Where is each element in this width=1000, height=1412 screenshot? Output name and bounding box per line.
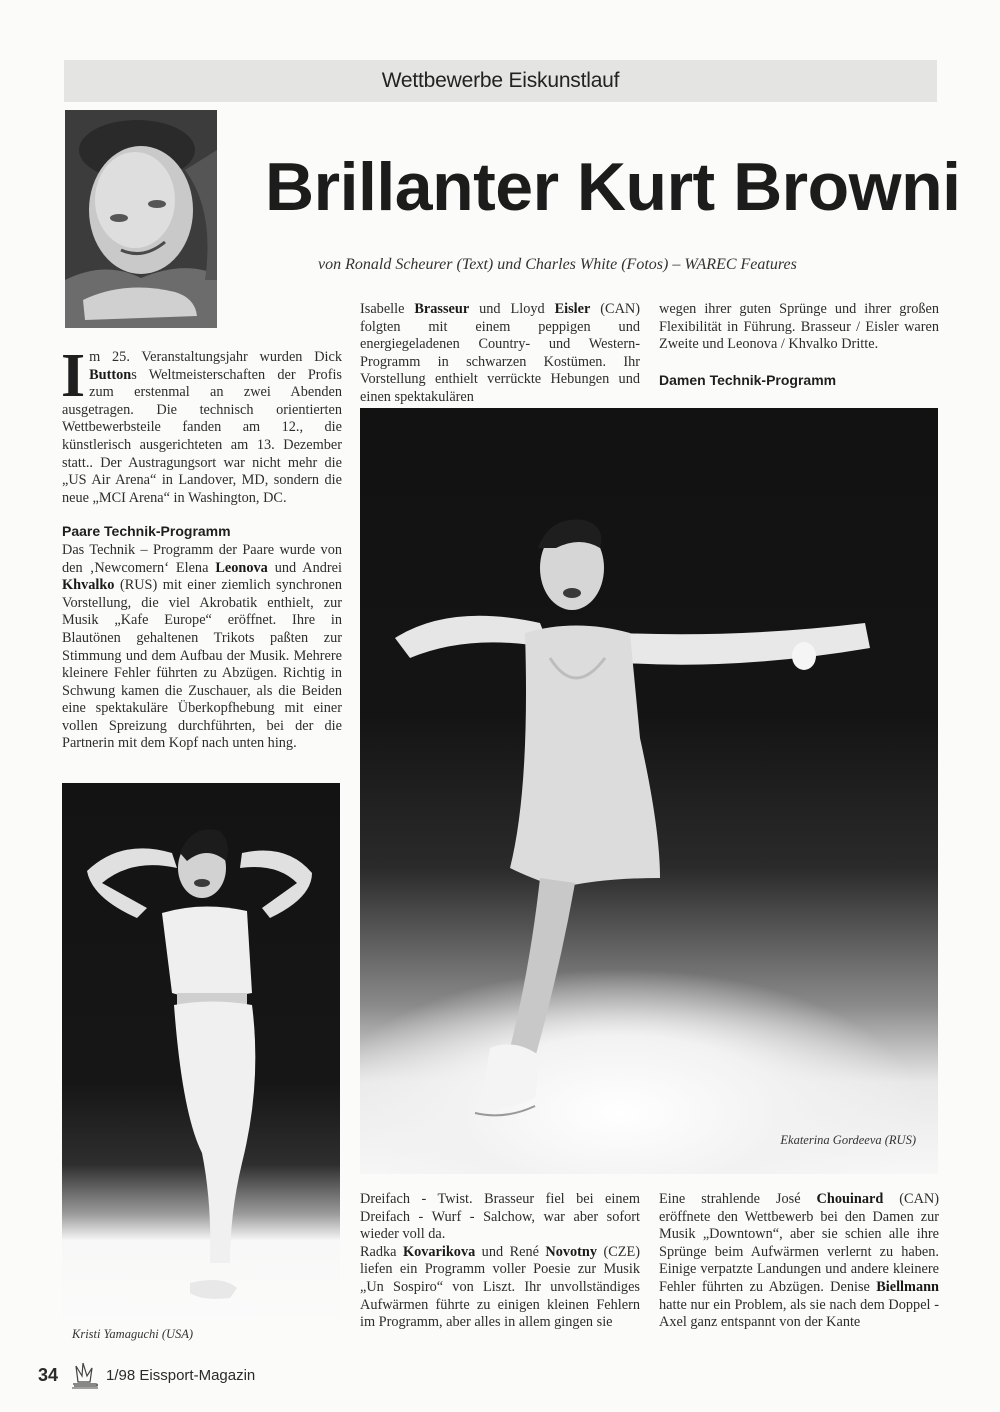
- text-span: Eine strahlende José: [659, 1191, 817, 1207]
- article-headline: Brillanter Kurt Browni: [265, 149, 961, 225]
- name-bold: Brasseur: [414, 301, 470, 317]
- text-span: (RUS) mit einer ziemlich synchronen Vorstellung, die viel Akrobatik enthielt, zur Musik „Kafe Europe“ eröffnet. Ihre in Blautönen gehaltenen Trikots paßten zur Stimmung und dem Aufbau der Musik. Mehrere kleinere Fehler führten zu Abzügen. Richtig in Schwung kamen die Zuschauer, als die Beiden eine spektakuläre Überkopfhebung mit einer vollen Spreizung durchführten, bei der die Partnerin mit dem Kopf nach unten hing.: [62, 577, 342, 752]
- text-span: (CAN) folgten mit einem peppigen und energiegeladenen Country- und Western- Programm in schwarzen Kostümen. Ihr Vorstellung enthielt verrückte Hebungen und einen spektakulären: [360, 301, 640, 405]
- text-span: s Weltmeisterschaften der Profis zum erstenmal an zwei Abenden ausgetragen. Die technisch orientierten Wettbewerbsteile fanden am 12., die künstlerisch ausgerichteten am 13. Dezember statt.. Der Austragungsort war nicht mehr die „US Air Arena“ in Landover, MD, sondern die neue „MCI Arena“ in Washington, DC.: [62, 366, 342, 506]
- brasseur-paragraph: [360, 301, 640, 407]
- text-span: hatte nur ein Problem, als sie nach dem Doppel - Axel ganz entspannt von der Kante: [659, 1296, 939, 1331]
- name-bold: Leonova: [215, 559, 268, 576]
- pairs-paragraph: [62, 542, 342, 753]
- name-bold: Eisler: [554, 301, 591, 317]
- text-span: m 25. Veranstaltungsjahr wurden Dick: [89, 349, 342, 365]
- standings-paragraph: wegen ihrer guten Sprünge und ihrer großen Flexibilität in Führung. Brasseur / Eisler waren Zweite und Leonova / Khvalko Dritte.: [659, 301, 939, 353]
- yamaguchi-photo: [62, 783, 340, 1328]
- name-bold: Novotny: [545, 1243, 598, 1260]
- skater-logo-icon: [68, 1360, 102, 1390]
- name-bold: Biellmann: [876, 1278, 939, 1295]
- text-span: Radka: [360, 1243, 403, 1260]
- name-bold: Button: [89, 366, 132, 383]
- name-bold: Chouinard: [816, 1191, 884, 1207]
- twist-paragraph: Dreifach - Twist. Brasseur fiel bei einem Dreifach - Wurf - Salchow, war aber sofort wieder voll da.: [360, 1191, 640, 1243]
- portrait-illustration: [65, 110, 217, 328]
- kovarikova-paragraph: [360, 1244, 640, 1332]
- text-span: und Lloyd: [469, 301, 555, 317]
- subheading-pairs: Paare Technik-Programm: [62, 523, 231, 540]
- text-span: Das Technik – Programm der Paare wurde von den ‚Newcomern‘ Elena: [62, 541, 342, 576]
- drop-cap: I: [61, 342, 86, 410]
- section-header-bar: [64, 60, 937, 102]
- photo-caption: Ekaterina Gordeeva (RUS): [780, 1133, 916, 1147]
- middle-column-top: [360, 301, 640, 407]
- name-bold: Khvalko: [62, 577, 115, 594]
- name-bold: Kovarikova: [402, 1243, 476, 1260]
- chouinard-paragraph: [659, 1191, 939, 1332]
- text-span: und Andrei: [267, 559, 342, 576]
- text-span: Isabelle: [360, 301, 415, 317]
- gordeeva-illustration: [360, 408, 938, 1174]
- page-footer: [38, 1360, 255, 1390]
- photo-caption: Kristi Yamaguchi (USA): [72, 1327, 194, 1341]
- text-span: und René: [475, 1243, 546, 1260]
- left-column: [61, 342, 342, 753]
- text-span: (CZE) liefen ein Programm voller Poesie zur Musik „Un Sospiro“ von Liszt. Ihr unvollständiges Aufwärmen führte zu einigen kleinen Fehlern im Programm, aber alles in allem gingen sie: [360, 1243, 640, 1331]
- yamaguchi-illustration: [62, 783, 340, 1328]
- right-column-bottom: [659, 1191, 939, 1332]
- intro-paragraph: [61, 342, 342, 507]
- page-number: 34: [38, 1364, 59, 1385]
- gordeeva-photo: [360, 408, 938, 1174]
- byline: von Ronald Scheurer (Text) und Charles White (Fotos) – WAREC Features: [318, 256, 797, 273]
- portrait-photo: [65, 110, 217, 328]
- middle-column-bottom: [360, 1191, 640, 1332]
- section-title: Wettbewerbe Eiskunstlauf: [381, 69, 620, 92]
- right-column-top: [659, 301, 939, 389]
- subheading-ladies: Damen Technik-Programm: [659, 371, 837, 388]
- magazine-issue: 1/98 Eissport-Magazin: [106, 1366, 256, 1384]
- text-span: (CAN) eröffnete den Wettbewerb bei den Damen zur Musik „Downtown“, aber sie schien alle ihre Sprünge beim Aufwärmen verlernt zu haben. Einige verpatzte Landungen und andere kleinere Fehler führten zu Abzügen. Denise: [659, 1191, 939, 1295]
